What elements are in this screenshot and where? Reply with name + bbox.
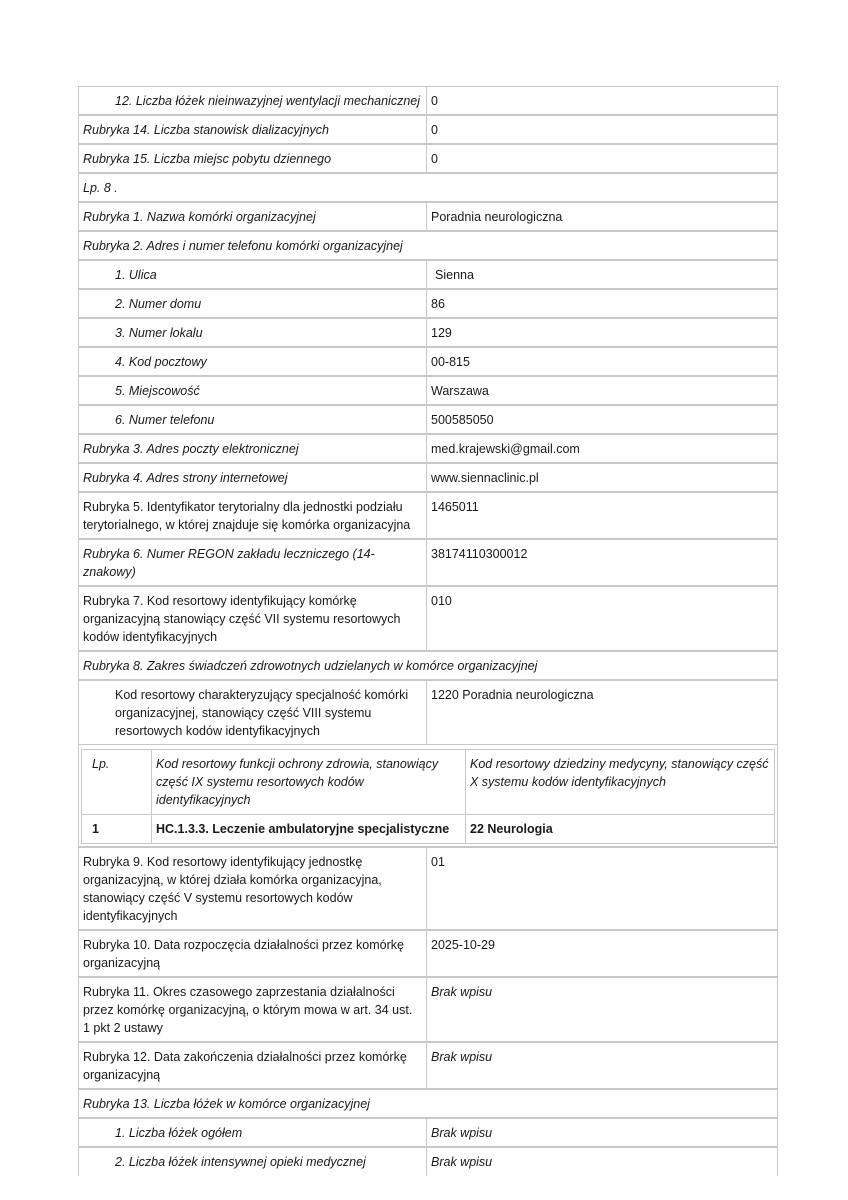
row-label: Rubryka 6. Numer REGON zakładu leczniczego (14-znakowy): [79, 540, 427, 586]
table-row: [78, 847, 778, 930]
row-value: 00-815: [431, 355, 470, 369]
table-row: [78, 376, 778, 405]
row-label: 2. Numer domu: [79, 290, 427, 318]
table-row: [78, 86, 778, 115]
row-value: 1465011: [431, 500, 479, 514]
table-row: [78, 1042, 778, 1089]
registry-table: [78, 86, 778, 1176]
row-label: 6. Numer telefonu: [79, 406, 427, 434]
table-row: [78, 202, 778, 231]
table-row: [78, 144, 778, 173]
services-data-row: [81, 814, 775, 844]
row-value: Poradnia neurologiczna: [431, 210, 563, 224]
row-value: 129: [431, 326, 452, 340]
row-value: 38174110300012: [431, 547, 528, 561]
row-label: 4. Kod pocztowy: [79, 348, 427, 376]
col-header-field: Kod resortowy dziedziny medycyny, stanowiący część X systemu kodów identyfikacyjnych: [470, 757, 769, 789]
table-row: [78, 318, 778, 347]
row-value: Brak wpisu: [431, 1050, 493, 1064]
lp-label: Lp. 8 .: [83, 181, 118, 195]
row-label: Rubryka 15. Liczba miejsc pobytu dziennego: [79, 145, 427, 173]
row-value: med.krajewski@gmail.com: [431, 442, 580, 456]
section-header: [78, 651, 778, 680]
table-row: [78, 1118, 778, 1147]
row-value: Brak wpisu: [431, 985, 493, 999]
table-row: [78, 463, 778, 492]
table-row: [78, 347, 778, 376]
table-row: [78, 977, 778, 1042]
table-row: [78, 586, 778, 651]
row-label: Rubryka 11. Okres czasowego zaprzestania działalności przez komórkę organizacyjną, o którym mowa w art. 34 ust. 1 pkt 2 ustawy: [79, 978, 427, 1042]
row-value: 2025-10-29: [431, 938, 495, 952]
table-row: [78, 289, 778, 318]
table-row: [78, 260, 778, 289]
row-label: Rubryka 5. Identyfikator terytorialny dla jednostki podziału terytorialnego, w której znajduje się komórka organizacyjna: [79, 493, 427, 539]
section-header: [78, 231, 778, 260]
row-value: 1220 Poradnia neurologiczna: [431, 688, 594, 702]
table-row: [78, 492, 778, 539]
row-value: www.siennaclinic.pl: [431, 471, 539, 485]
services-table: [78, 745, 778, 844]
row-value: 86: [431, 297, 445, 311]
row-value: 01: [431, 855, 445, 869]
row-label: Rubryka 1. Nazwa komórki organizacyjnej: [79, 203, 427, 231]
row-value: Brak wpisu: [431, 1126, 493, 1140]
row-label: Rubryka 10. Data rozpoczęcia działalności przez komórkę organizacyjną: [79, 931, 427, 977]
rubryka-2-header: Rubryka 2. Adres i numer telefonu komórki organizacyjnej: [83, 239, 403, 253]
row-label: Rubryka 14. Liczba stanowisk dializacyjnych: [79, 116, 427, 144]
col-header-function: Kod resortowy funkcji ochrony zdrowia, stanowiący część IX systemu resortowych kodów identyfikacyjnych: [152, 750, 466, 814]
rubryka-8-header: Rubryka 8. Zakres świadczeń zdrowotnych udzielanych w komórce organizacyjnej: [83, 659, 538, 673]
row-label: Rubryka 12. Data zakończenia działalności przez komórkę organizacyjną: [79, 1043, 427, 1089]
rubryka-13-header: Rubryka 13. Liczba łóżek w komórce organizacyjnej: [83, 1097, 370, 1111]
row-label: 1. Ulica: [79, 261, 427, 289]
row-label: 3. Numer lokalu: [79, 319, 427, 347]
row-value: Sienna: [435, 268, 474, 282]
row-value: 0: [431, 94, 438, 108]
cell-function: HC.1.3.3. Leczenie ambulatoryjne specjalistyczne: [152, 815, 466, 843]
cell-lp: 1: [82, 815, 152, 843]
col-header-lp: Lp.: [82, 750, 152, 814]
row-label: Kod resortowy charakteryzujący specjalność komórki organizacyjnej, stanowiący część VIII systemu resortowych kodów identyfikacyjnych: [79, 681, 427, 745]
row-value: 010: [431, 594, 452, 608]
row-label: Rubryka 7. Kod resortowy identyfikujący komórkę organizacyjną stanowiący część VII systemu resortowych kodów identyfikacyjnych: [79, 587, 427, 651]
table-row: [78, 1147, 778, 1176]
services-header-row: [81, 749, 775, 814]
table-row: [78, 434, 778, 463]
row-label: Rubryka 4. Adres strony internetowej: [79, 464, 427, 492]
row-label: 2. Liczba łóżek intensywnej opieki medycznej: [79, 1148, 427, 1176]
table-row: [78, 115, 778, 144]
row-label: Rubryka 3. Adres poczty elektronicznej: [79, 435, 427, 463]
cell-field: 22 Neurologia: [470, 822, 553, 836]
table-row: [78, 539, 778, 586]
section-header: [78, 1089, 778, 1118]
table-row: [78, 930, 778, 977]
row-value: Warszawa: [431, 384, 489, 398]
row-value: 0: [431, 123, 438, 137]
row-label: Rubryka 9. Kod resortowy identyfikujący jednostkę organizacyjną, w której działa komórka organizacyjna, stanowiący część V systemu resortowych kodów identyfikacyjnych: [79, 848, 427, 930]
row-label: 12. Liczba łóżek nieinwazyjnej wentylacji mechanicznej: [79, 87, 427, 115]
section-header: [78, 173, 778, 202]
row-value: 0: [431, 152, 438, 166]
row-label: 5. Miejscowość: [79, 377, 427, 405]
row-value: Brak wpisu: [431, 1155, 493, 1169]
row-value: 500585050: [431, 413, 494, 427]
table-row: [78, 405, 778, 434]
row-label: 1. Liczba łóżek ogółem: [79, 1119, 427, 1147]
table-row: [78, 680, 778, 745]
